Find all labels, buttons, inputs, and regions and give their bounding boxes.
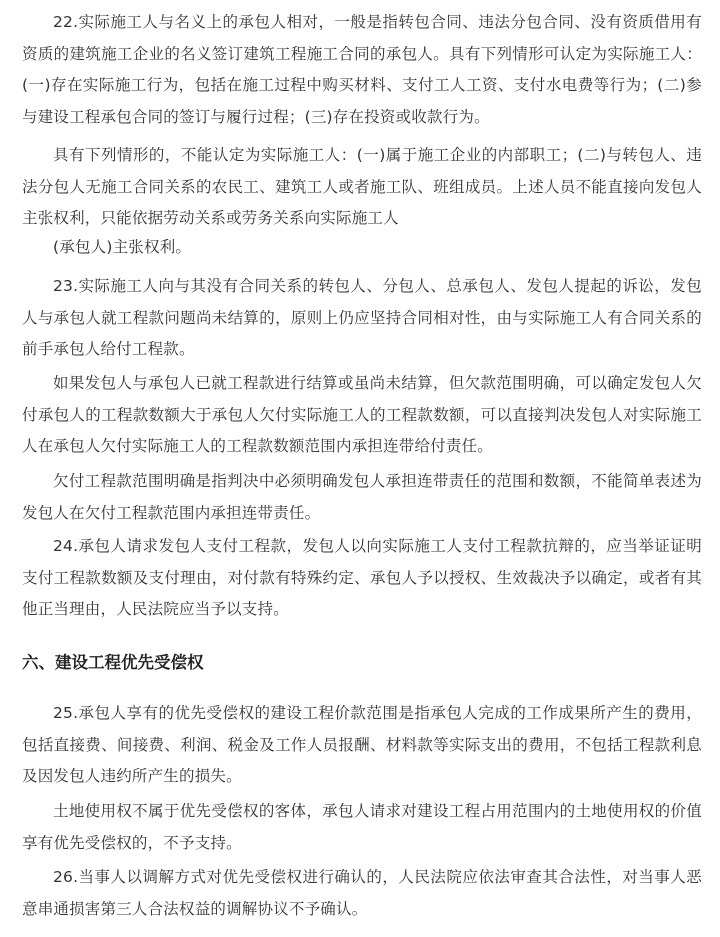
paragraph-23: 23.实际施工人向与其没有合同关系的转包人、分包人、总承包人、发包人提起的诉讼，发包人与承包人就工程款问题尚未结算的，原则上仍应坚持合同相对性，由与实际施工人有合同关系的前手承包人给付工程款。 <box>22 277 702 358</box>
paragraph-settlement: 如果发包人与承包人已就工程款进行结算或虽尚未结算，但欠款范围明确，可以确定发包人欠付承包人的工程款数额大于承包人欠付实际施工人的工程款数额，可以直接判决发包人对实际施工人在承包人欠付实际施工人的工程款数额范围内承担连带给付责任。 <box>22 374 702 455</box>
paragraph-25: 25.承包人享有的优先受偿权的建设工程价款范围是指承包人完成的工作成果所产生的费用，包括直接费、间接费、利润、税金及工作人员报酬、材料款等实际支出的费用，不包括工程款利息及因发包人违约所产生的损失。 <box>22 704 702 785</box>
paragraph-contractor-claim: (承包人)主张权利。 <box>53 238 192 256</box>
paragraph-unpaid-scope: 欠付工程款范围明确是指判决中必须明确发包人承担连带责任的范围和数额，不能简单表述为发包人在欠付工程款范围内承担连带责任。 <box>22 472 702 522</box>
paragraph-land-use-right: 土地使用权不属于优先受偿权的客体，承包人请求对建设工程占用范围内的土地使用权的价值享有优先受偿权的，不予支持。 <box>22 802 702 852</box>
paragraph-non-actual-builder: 具有下列情形的，不能认定为实际施工人：(一)属于施工企业的内部职工；(二)与转包人、违法分包人无施工合同关系的农民工、建筑工人或者施工队、班组成员。上述人员不能直接向发包人主张权利，只能依据劳动关系或劳务关系向实际施工人 <box>22 146 702 227</box>
paragraph-24: 24.承包人请求发包人支付工程款，发包人以向实际施工人支付工程款抗辩的，应当举证证明支付工程款数额及支付理由，对付款有特殊约定、承包人予以授权、生效裁决予以确定，或者有其他正当理由，人民法院应当予以支持。 <box>22 537 702 618</box>
paragraph-26: 26.当事人以调解方式对优先受偿权进行确认的，人民法院应依法审查其合法性，对当事人恶意串通损害第三人合法权益的调解协议不予确认。 <box>22 868 702 918</box>
section-heading: 六、建设工程优先受偿权 <box>22 653 204 672</box>
paragraph-22: 22.实际施工人与名义上的承包人相对，一般是指转包合同、违法分包合同、没有资质借用有资质的建筑施工企业的名义签订建筑工程施工合同的承包人。具有下列情形可认定为实际施工人：(一)存在实际施工行为，包括在施工过程中购买材料、支付工人工资、支付水电费等行为；(二)参与建设工程承包合同的签订与履行过程；(三)存在投资或收款行为。 <box>22 13 702 126</box>
